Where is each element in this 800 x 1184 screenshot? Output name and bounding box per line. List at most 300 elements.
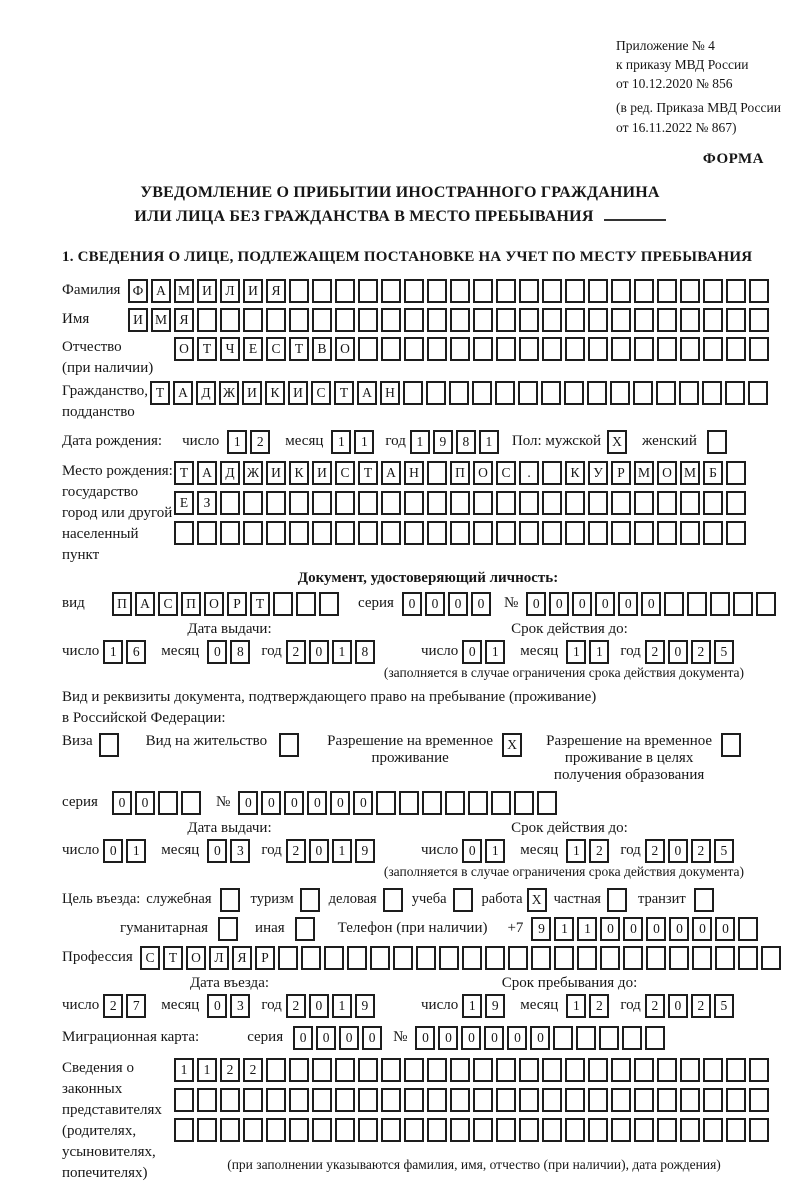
char-cell[interactable] [404, 1088, 424, 1112]
char-cell[interactable] [634, 1118, 654, 1142]
char-cell[interactable]: 0 [600, 917, 620, 941]
char-cell[interactable] [607, 888, 627, 912]
char-cell[interactable] [514, 791, 534, 815]
char-cell[interactable] [496, 1088, 516, 1112]
char-cell[interactable] [381, 521, 401, 545]
char-cell[interactable]: Д [220, 461, 240, 485]
char-cell[interactable] [761, 946, 781, 970]
char-cell[interactable] [611, 1088, 631, 1112]
birthplace-line1-field[interactable] [174, 461, 749, 485]
char-cell[interactable]: 0 [103, 839, 123, 863]
char-cell[interactable] [473, 1118, 493, 1142]
char-cell[interactable] [335, 279, 355, 303]
char-cell[interactable] [416, 946, 436, 970]
char-cell[interactable] [462, 946, 482, 970]
res-expiry-day-field[interactable] [462, 839, 508, 863]
patronymic-field[interactable] [174, 337, 772, 361]
char-cell[interactable]: И [266, 461, 286, 485]
char-cell[interactable] [427, 461, 447, 485]
char-cell[interactable] [634, 308, 654, 332]
char-cell[interactable] [450, 491, 470, 515]
char-cell[interactable] [646, 946, 666, 970]
birth-month-field[interactable] [331, 430, 377, 454]
char-cell[interactable] [726, 279, 746, 303]
char-cell[interactable] [289, 1118, 309, 1142]
char-cell[interactable] [600, 946, 620, 970]
char-cell[interactable]: 1 [485, 839, 505, 863]
char-cell[interactable] [197, 521, 217, 545]
char-cell[interactable]: 0 [207, 640, 227, 664]
char-cell[interactable]: 9 [433, 430, 453, 454]
char-cell[interactable] [726, 521, 746, 545]
char-cell[interactable]: 0 [471, 592, 491, 616]
char-cell[interactable] [611, 521, 631, 545]
char-cell[interactable] [669, 946, 689, 970]
citizenship-field[interactable] [150, 381, 771, 405]
char-cell[interactable] [289, 308, 309, 332]
char-cell[interactable] [657, 1088, 677, 1112]
char-cell[interactable]: Я [266, 279, 286, 303]
char-cell[interactable]: 1 [354, 430, 374, 454]
char-cell[interactable]: 2 [250, 430, 270, 454]
char-cell[interactable]: 0 [668, 640, 688, 664]
char-cell[interactable] [273, 592, 293, 616]
char-cell[interactable] [445, 791, 465, 815]
char-cell[interactable] [611, 491, 631, 515]
char-cell[interactable] [611, 279, 631, 303]
char-cell[interactable]: Т [174, 461, 194, 485]
char-cell[interactable] [347, 946, 367, 970]
char-cell[interactable] [657, 279, 677, 303]
char-cell[interactable] [519, 491, 539, 515]
char-cell[interactable]: 0 [668, 839, 688, 863]
char-cell[interactable] [358, 521, 378, 545]
char-cell[interactable] [358, 1118, 378, 1142]
char-cell[interactable]: И [242, 381, 262, 405]
char-cell[interactable] [450, 308, 470, 332]
char-cell[interactable] [312, 1088, 332, 1112]
char-cell[interactable]: Н [380, 381, 400, 405]
char-cell[interactable]: 0 [316, 1026, 336, 1050]
char-cell[interactable] [537, 791, 557, 815]
char-cell[interactable] [453, 888, 473, 912]
char-cell[interactable] [472, 381, 492, 405]
char-cell[interactable]: 0 [530, 1026, 550, 1050]
mc-number-field[interactable] [415, 1026, 668, 1050]
char-cell[interactable]: 1 [332, 839, 352, 863]
char-cell[interactable]: 3 [230, 994, 250, 1018]
char-cell[interactable]: Т [197, 337, 217, 361]
char-cell[interactable]: М [634, 461, 654, 485]
representatives-line2-field[interactable] [174, 1088, 772, 1112]
char-cell[interactable] [243, 1088, 263, 1112]
char-cell[interactable]: 0 [112, 791, 132, 815]
char-cell[interactable] [703, 491, 723, 515]
char-cell[interactable] [312, 1058, 332, 1082]
char-cell[interactable]: 1 [197, 1058, 217, 1082]
char-cell[interactable]: 0 [448, 592, 468, 616]
sex-male-checkbox[interactable] [607, 430, 630, 454]
char-cell[interactable]: С [266, 337, 286, 361]
char-cell[interactable] [519, 279, 539, 303]
char-cell[interactable]: 1 [589, 640, 609, 664]
char-cell[interactable] [680, 308, 700, 332]
char-cell[interactable] [301, 946, 321, 970]
char-cell[interactable] [427, 1058, 447, 1082]
id-expiry-day-field[interactable] [462, 640, 508, 664]
char-cell[interactable] [657, 308, 677, 332]
char-cell[interactable] [634, 491, 654, 515]
char-cell[interactable] [726, 337, 746, 361]
char-cell[interactable]: 1 [174, 1058, 194, 1082]
char-cell[interactable] [694, 888, 714, 912]
char-cell[interactable] [565, 1118, 585, 1142]
char-cell[interactable] [381, 279, 401, 303]
char-cell[interactable]: 0 [309, 640, 329, 664]
char-cell[interactable] [565, 1088, 585, 1112]
char-cell[interactable] [726, 308, 746, 332]
char-cell[interactable] [439, 946, 459, 970]
char-cell[interactable] [496, 279, 516, 303]
char-cell[interactable]: 0 [549, 592, 569, 616]
char-cell[interactable] [542, 491, 562, 515]
birth-year-field[interactable] [410, 430, 502, 454]
char-cell[interactable]: 0 [330, 791, 350, 815]
char-cell[interactable]: С [496, 461, 516, 485]
char-cell[interactable] [749, 337, 769, 361]
char-cell[interactable]: 0 [353, 791, 373, 815]
char-cell[interactable]: И [288, 381, 308, 405]
char-cell[interactable] [427, 1118, 447, 1142]
char-cell[interactable] [181, 791, 201, 815]
char-cell[interactable] [496, 1058, 516, 1082]
char-cell[interactable]: 1 [410, 430, 430, 454]
char-cell[interactable] [679, 381, 699, 405]
char-cell[interactable] [721, 733, 741, 757]
char-cell[interactable] [473, 279, 493, 303]
res-expiry-year-field[interactable] [645, 839, 737, 863]
char-cell[interactable]: О [473, 461, 493, 485]
res-number-field[interactable] [238, 791, 560, 815]
char-cell[interactable]: А [357, 381, 377, 405]
char-cell[interactable] [300, 888, 320, 912]
char-cell[interactable]: 0 [293, 1026, 313, 1050]
char-cell[interactable] [295, 917, 315, 941]
char-cell[interactable] [473, 337, 493, 361]
char-cell[interactable]: X [527, 888, 547, 912]
char-cell[interactable] [99, 733, 119, 757]
char-cell[interactable] [243, 521, 263, 545]
char-cell[interactable] [473, 521, 493, 545]
char-cell[interactable] [312, 491, 332, 515]
id-expiry-year-field[interactable] [645, 640, 737, 664]
char-cell[interactable] [588, 1088, 608, 1112]
char-cell[interactable] [599, 1026, 619, 1050]
char-cell[interactable] [473, 1088, 493, 1112]
char-cell[interactable] [243, 1118, 263, 1142]
char-cell[interactable] [725, 381, 745, 405]
char-cell[interactable]: Т [289, 337, 309, 361]
char-cell[interactable] [358, 279, 378, 303]
char-cell[interactable]: О [335, 337, 355, 361]
birthplace-line3-field[interactable] [174, 521, 749, 545]
char-cell[interactable]: Т [334, 381, 354, 405]
char-cell[interactable] [404, 1118, 424, 1142]
char-cell[interactable]: Н [404, 461, 424, 485]
char-cell[interactable] [610, 381, 630, 405]
char-cell[interactable] [519, 337, 539, 361]
char-cell[interactable]: 3 [230, 839, 250, 863]
char-cell[interactable] [565, 491, 585, 515]
purpose-transit-checkbox[interactable] [694, 888, 717, 912]
char-cell[interactable]: А [151, 279, 171, 303]
char-cell[interactable] [634, 337, 654, 361]
char-cell[interactable] [715, 946, 735, 970]
char-cell[interactable] [335, 491, 355, 515]
char-cell[interactable]: 1 [331, 430, 351, 454]
char-cell[interactable]: Л [220, 279, 240, 303]
char-cell[interactable] [427, 279, 447, 303]
char-cell[interactable]: X [607, 430, 627, 454]
char-cell[interactable] [496, 1118, 516, 1142]
char-cell[interactable] [399, 791, 419, 815]
purpose-study-checkbox[interactable] [453, 888, 476, 912]
char-cell[interactable] [358, 491, 378, 515]
char-cell[interactable] [174, 1088, 194, 1112]
char-cell[interactable] [542, 308, 562, 332]
char-cell[interactable]: К [265, 381, 285, 405]
char-cell[interactable] [564, 381, 584, 405]
char-cell[interactable] [588, 1118, 608, 1142]
char-cell[interactable] [426, 381, 446, 405]
char-cell[interactable] [542, 1088, 562, 1112]
char-cell[interactable]: 9 [531, 917, 551, 941]
char-cell[interactable]: 1 [479, 430, 499, 454]
char-cell[interactable] [312, 1118, 332, 1142]
char-cell[interactable]: 0 [461, 1026, 481, 1050]
char-cell[interactable] [335, 1058, 355, 1082]
res-issue-day-field[interactable] [103, 839, 149, 863]
stay-month-field[interactable] [566, 994, 612, 1018]
char-cell[interactable] [657, 337, 677, 361]
char-cell[interactable] [381, 1058, 401, 1082]
char-cell[interactable]: 0 [595, 592, 615, 616]
char-cell[interactable] [576, 1026, 596, 1050]
char-cell[interactable]: 0 [425, 592, 445, 616]
char-cell[interactable] [664, 592, 684, 616]
char-cell[interactable] [422, 791, 442, 815]
char-cell[interactable]: 1 [332, 640, 352, 664]
char-cell[interactable]: 2 [286, 994, 306, 1018]
char-cell[interactable] [403, 381, 423, 405]
char-cell[interactable] [542, 521, 562, 545]
char-cell[interactable] [657, 1118, 677, 1142]
char-cell[interactable] [726, 1058, 746, 1082]
char-cell[interactable]: Р [611, 461, 631, 485]
char-cell[interactable]: 9 [485, 994, 505, 1018]
char-cell[interactable] [702, 381, 722, 405]
res-issue-year-field[interactable] [286, 839, 378, 863]
char-cell[interactable]: Е [243, 337, 263, 361]
char-cell[interactable] [319, 592, 339, 616]
char-cell[interactable]: 0 [715, 917, 735, 941]
mc-series-field[interactable] [293, 1026, 385, 1050]
char-cell[interactable]: 9 [355, 839, 375, 863]
char-cell[interactable] [473, 308, 493, 332]
char-cell[interactable]: 1 [227, 430, 247, 454]
char-cell[interactable]: Р [255, 946, 275, 970]
char-cell[interactable]: 0 [207, 839, 227, 863]
birthplace-line2-field[interactable] [174, 491, 749, 515]
char-cell[interactable] [266, 521, 286, 545]
char-cell[interactable] [243, 308, 263, 332]
char-cell[interactable] [680, 1118, 700, 1142]
char-cell[interactable] [473, 1058, 493, 1082]
char-cell[interactable] [542, 461, 562, 485]
char-cell[interactable]: 5 [714, 640, 734, 664]
char-cell[interactable] [296, 592, 316, 616]
char-cell[interactable] [749, 1118, 769, 1142]
char-cell[interactable] [449, 381, 469, 405]
char-cell[interactable]: 2 [691, 994, 711, 1018]
char-cell[interactable] [289, 491, 309, 515]
char-cell[interactable]: 2 [691, 640, 711, 664]
char-cell[interactable] [634, 1088, 654, 1112]
char-cell[interactable] [358, 337, 378, 361]
char-cell[interactable] [588, 521, 608, 545]
char-cell[interactable]: 0 [261, 791, 281, 815]
char-cell[interactable]: 0 [309, 994, 329, 1018]
char-cell[interactable] [496, 337, 516, 361]
char-cell[interactable] [220, 1118, 240, 1142]
char-cell[interactable]: К [565, 461, 585, 485]
char-cell[interactable] [587, 381, 607, 405]
char-cell[interactable] [519, 308, 539, 332]
char-cell[interactable] [450, 279, 470, 303]
char-cell[interactable]: 0 [307, 791, 327, 815]
char-cell[interactable] [519, 1058, 539, 1082]
char-cell[interactable]: 2 [589, 839, 609, 863]
char-cell[interactable]: 0 [669, 917, 689, 941]
char-cell[interactable]: И [243, 279, 263, 303]
char-cell[interactable]: 0 [309, 839, 329, 863]
char-cell[interactable] [450, 1058, 470, 1082]
char-cell[interactable]: 1 [566, 839, 586, 863]
char-cell[interactable] [376, 791, 396, 815]
char-cell[interactable]: Ж [243, 461, 263, 485]
char-cell[interactable] [289, 1088, 309, 1112]
char-cell[interactable] [450, 1118, 470, 1142]
char-cell[interactable]: М [174, 279, 194, 303]
char-cell[interactable] [496, 308, 516, 332]
char-cell[interactable] [588, 491, 608, 515]
id-series-field[interactable] [402, 592, 494, 616]
char-cell[interactable] [220, 888, 240, 912]
char-cell[interactable] [370, 946, 390, 970]
char-cell[interactable]: Л [209, 946, 229, 970]
char-cell[interactable] [266, 1118, 286, 1142]
char-cell[interactable]: Е [174, 491, 194, 515]
char-cell[interactable]: И [197, 279, 217, 303]
char-cell[interactable]: Д [196, 381, 216, 405]
char-cell[interactable]: 0 [484, 1026, 504, 1050]
char-cell[interactable]: 0 [462, 839, 482, 863]
id-expiry-month-field[interactable] [566, 640, 612, 664]
char-cell[interactable] [279, 733, 299, 757]
char-cell[interactable] [381, 491, 401, 515]
char-cell[interactable]: 0 [646, 917, 666, 941]
char-cell[interactable] [703, 337, 723, 361]
char-cell[interactable] [174, 521, 194, 545]
char-cell[interactable]: О [204, 592, 224, 616]
char-cell[interactable] [611, 1118, 631, 1142]
char-cell[interactable] [266, 308, 286, 332]
char-cell[interactable]: С [158, 592, 178, 616]
char-cell[interactable] [611, 1058, 631, 1082]
char-cell[interactable]: Т [163, 946, 183, 970]
char-cell[interactable]: 5 [714, 994, 734, 1018]
char-cell[interactable]: Т [150, 381, 170, 405]
char-cell[interactable]: 8 [355, 640, 375, 664]
stay-day-field[interactable] [462, 994, 508, 1018]
char-cell[interactable]: 0 [641, 592, 661, 616]
char-cell[interactable] [289, 521, 309, 545]
char-cell[interactable] [680, 1058, 700, 1082]
char-cell[interactable] [703, 1118, 723, 1142]
char-cell[interactable] [611, 308, 631, 332]
char-cell[interactable] [473, 491, 493, 515]
char-cell[interactable] [622, 1026, 642, 1050]
char-cell[interactable]: П [112, 592, 132, 616]
char-cell[interactable] [611, 337, 631, 361]
char-cell[interactable] [680, 279, 700, 303]
residence-permit-checkbox[interactable] [279, 733, 302, 757]
char-cell[interactable]: 2 [220, 1058, 240, 1082]
id-number-field[interactable] [526, 592, 779, 616]
char-cell[interactable]: 6 [126, 640, 146, 664]
id-issue-month-field[interactable] [207, 640, 253, 664]
char-cell[interactable] [692, 946, 712, 970]
char-cell[interactable]: С [140, 946, 160, 970]
char-cell[interactable] [393, 946, 413, 970]
char-cell[interactable]: 2 [645, 839, 665, 863]
char-cell[interactable]: 0 [284, 791, 304, 815]
profession-field[interactable] [140, 946, 784, 970]
char-cell[interactable]: 2 [691, 839, 711, 863]
char-cell[interactable] [733, 592, 753, 616]
char-cell[interactable] [634, 521, 654, 545]
char-cell[interactable] [335, 1088, 355, 1112]
char-cell[interactable]: 1 [554, 917, 574, 941]
char-cell[interactable]: 1 [566, 994, 586, 1018]
char-cell[interactable] [703, 1058, 723, 1082]
char-cell[interactable]: О [186, 946, 206, 970]
char-cell[interactable] [710, 592, 730, 616]
char-cell[interactable]: А [135, 592, 155, 616]
char-cell[interactable] [645, 1026, 665, 1050]
char-cell[interactable]: 1 [126, 839, 146, 863]
char-cell[interactable] [450, 1088, 470, 1112]
char-cell[interactable] [588, 1058, 608, 1082]
char-cell[interactable]: 2 [286, 839, 306, 863]
purpose-humanitarian-checkbox[interactable] [218, 917, 241, 941]
char-cell[interactable] [312, 279, 332, 303]
char-cell[interactable] [197, 1118, 217, 1142]
char-cell[interactable]: Р [227, 592, 247, 616]
char-cell[interactable] [381, 1118, 401, 1142]
char-cell[interactable] [726, 1118, 746, 1142]
char-cell[interactable]: С [311, 381, 331, 405]
